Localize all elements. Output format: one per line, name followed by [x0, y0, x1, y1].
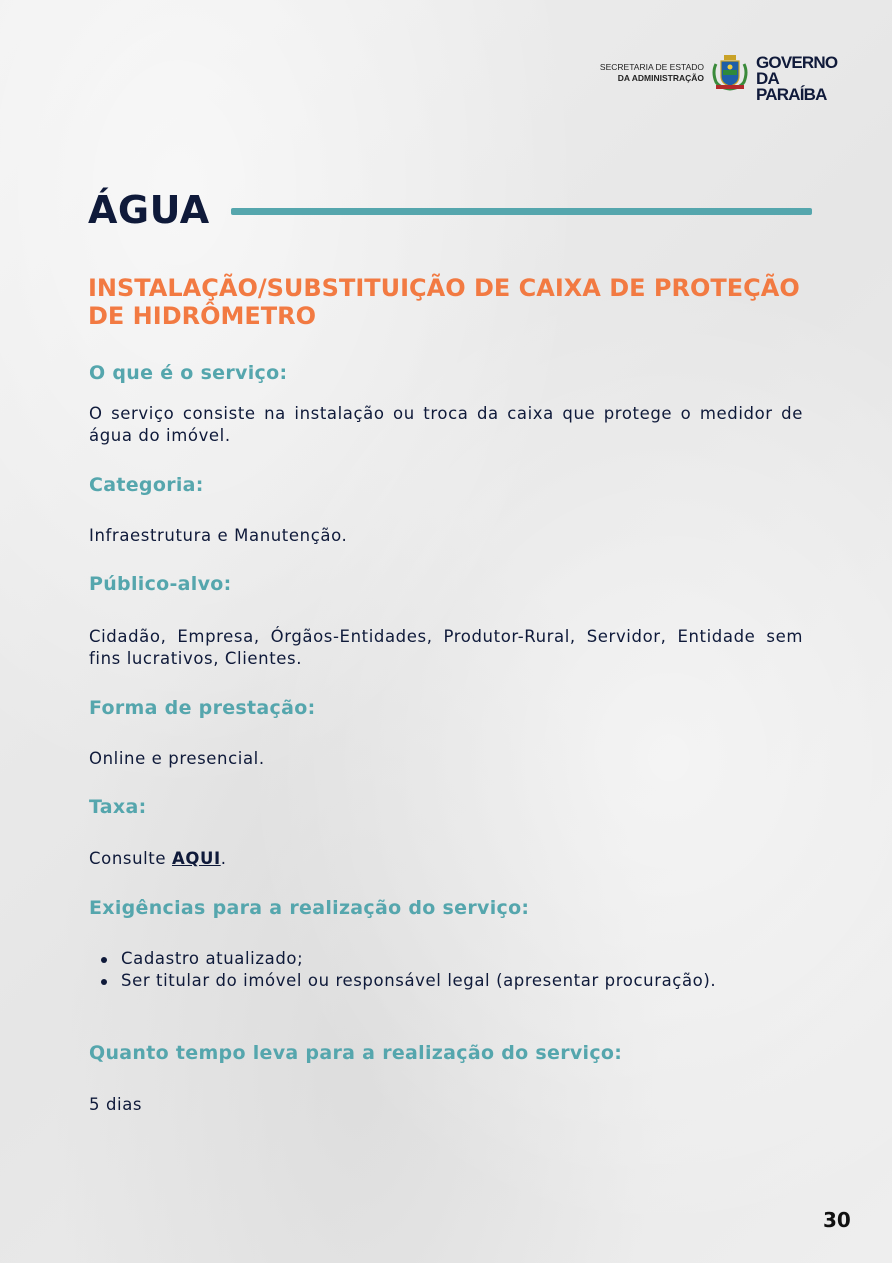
list-item-text: Cadastro atualizado;	[121, 949, 304, 968]
governo-line1: GOVERNO	[756, 53, 838, 72]
list-item	[89, 948, 803, 970]
text-delivery: Online e presencial.	[89, 749, 265, 768]
list-item	[89, 970, 803, 992]
heading-category: Categoria:	[89, 474, 204, 496]
heading-audience: Público-alvo:	[89, 573, 232, 595]
text-audience: Cidadão, Empresa, Órgãos-Entidades, Produtor-Rural, Servidor, Entidade sem fins lucrativos, Clientes.	[89, 627, 803, 668]
title-rule	[231, 208, 812, 215]
page-number: 30	[823, 1208, 851, 1232]
governo-line2: DA PARAÍBA	[756, 69, 827, 104]
text-fee	[89, 848, 803, 870]
text-duration: 5 dias	[89, 1095, 143, 1114]
heading-requirements: Exigências para a realização do serviço:	[89, 897, 530, 919]
text-category: Infraestrutura e Manutenção.	[89, 526, 348, 545]
service-title: INSTALAÇÃO/SUBSTITUIÇÃO DE CAIXA DE PROTEÇÃO DE HIDRÔMETRO	[88, 274, 800, 330]
heading-delivery: Forma de prestação:	[89, 697, 316, 719]
secretaria-label	[598, 62, 704, 84]
fee-prefix: Consulte	[89, 849, 172, 868]
section-title: ÁGUA	[88, 188, 210, 232]
heading-fee: Taxa:	[89, 796, 147, 818]
secretaria-line1: SECRETARIA DE ESTADO	[599, 62, 704, 72]
header-logo	[598, 52, 848, 104]
governo-label	[756, 55, 848, 103]
requirements-list	[89, 948, 803, 992]
fee-link[interactable]: AQUI	[171, 849, 221, 868]
list-item-text: Ser titular do imóvel ou responsável legal (apresentar procuração).	[121, 971, 717, 990]
heading-what: O que é o serviço:	[89, 362, 288, 384]
text-what: O serviço consiste na instalação ou troca da caixa que protege o medidor de água do imóvel.	[89, 404, 803, 445]
heading-duration: Quanto tempo leva para a realização do serviço:	[89, 1042, 623, 1064]
bullet-icon	[101, 957, 107, 963]
secretaria-line2: DA ADMINISTRAÇÃO	[617, 73, 704, 83]
bullet-icon	[101, 979, 107, 985]
paraiba-coat-of-arms-icon	[710, 52, 750, 92]
fee-suffix: .	[220, 849, 227, 868]
